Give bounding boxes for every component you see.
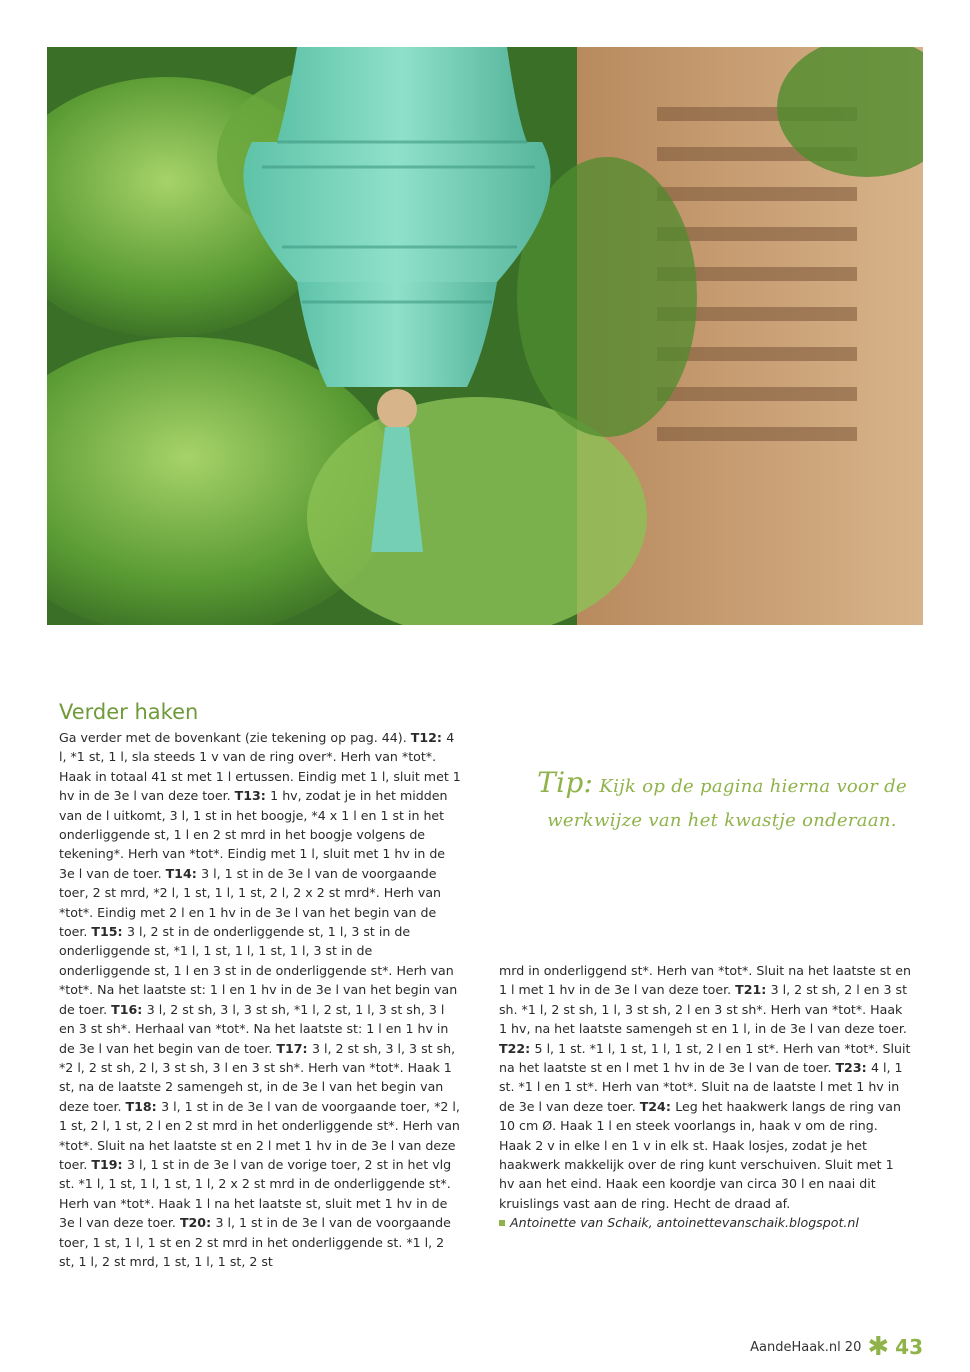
row-label: T19: bbox=[91, 1156, 127, 1172]
text-run: 3 l, 2 st in de onderliggende st, 1 l, 3 st in de onderliggende st, *1 l, 1 st, 1 l, 1 st, 1 l, 3 st in de onderliggende st, 1 l en 3 st in de onderliggende st*. Herh van *tot*. Na het laatste st: 1 l en 1 hv in de 3e l van het begin van de toer. bbox=[59, 924, 458, 1017]
row-label: T20: bbox=[179, 1215, 216, 1231]
text-run: Leg het haakwerk langs de ring van 10 cm Ø. Haak 1 l en steek voorlangs in, haak v om de ring. Haak 2 v in elke l en 1 v in elk st. Haak losjes, zodat je het haakwerk makkelijk over de ring kunt verschuiven. Sluit met 1 hv aan het eind. Haak een koordje van circa 30 l en naai dit kruislings vast aan de ring. Hecht de draad af. bbox=[499, 1098, 902, 1211]
text-run: 5 l, 1 st. *1 l, 1 st, 1 l, 1 st, 2 l en 1 st*. Herh van *tot*. Sluit na het laatste st en l met 1 hv in de 3e l van de toer. bbox=[499, 1040, 911, 1076]
asterisk-icon: ✱ bbox=[867, 1332, 890, 1362]
photo-illustration bbox=[47, 47, 923, 625]
footer-site: AandeHaak.nl 20 bbox=[750, 1339, 862, 1355]
row-label: T23: bbox=[835, 1060, 872, 1076]
text-run: 3 l, 1 st in de 3e l van de vorige toer, 2 st in het vlg st. *1 l, 1 st, 1 l, 1 st, 1 l, 2 x 2 st mrd in de onderliggende st*. Herh van *tot*. Haak 1 l na het laatste st, sluit met 1 hv in de 3e l van deze toer. bbox=[59, 1156, 452, 1231]
text-run: 3 l, 1 st in de 3e l van de voorgaande toer, *2 l, 1 st, 2 l, 1 st, 2 l en 2 st mrd in het onderliggende st*. Herh van *tot*. Sluit na het laatste st en 2 l met 1 hv in de 3e l van deze toer. bbox=[59, 1098, 460, 1172]
lantern-photo bbox=[47, 47, 923, 625]
row-label: T21: bbox=[735, 982, 771, 998]
text-run: 4 l, 1 st. *1 l en 1 st*. Herh van *tot*. Sluit na de laatste l met 1 hv in de 3e l van deze toer. bbox=[499, 1060, 903, 1114]
text-run: 4 l, *1 st, 1 l, sla steeds 1 v van de ring over*. Herh van *tot*. Haak in totaal 41 st met 1 l ertussen. Eindig met 1 l, sluit met 1 hv in de 3e l van deze toer. bbox=[59, 730, 461, 804]
page-footer bbox=[750, 1334, 923, 1360]
text-run: 3 l, 1 st in de 3e l van de voorgaande toer, 1 st, 1 l, 1 st en 2 st mrd in het onderliggende st. *1 l, 2 st, 1 l, 2 st mrd, 1 st, 1 l, 1 st, 2 st bbox=[59, 1215, 451, 1269]
row-label: T24: bbox=[639, 1098, 676, 1114]
tip-box bbox=[532, 766, 912, 838]
page-number: 43 bbox=[895, 1335, 923, 1359]
author-credit bbox=[499, 1213, 911, 1232]
row-label: T13: bbox=[234, 788, 271, 804]
right-column-text bbox=[499, 961, 911, 1233]
row-label: T15: bbox=[91, 924, 127, 940]
row-label: T12: bbox=[410, 730, 447, 745]
section-title: Verder haken bbox=[59, 700, 199, 724]
row-label: T14: bbox=[165, 865, 202, 881]
credit-text: Antoinette van Schaik, antoinettevanschaik.blogspot.nl bbox=[510, 1215, 859, 1231]
row-label: T18: bbox=[125, 1098, 162, 1114]
row-label: T17: bbox=[276, 1040, 312, 1056]
text-run: Ga verder met de bovenkant (zie tekening op pag. 44). bbox=[59, 730, 411, 745]
left-column-text bbox=[59, 728, 463, 1271]
text-run: 3 l, 1 st in de 3e l van de voorgaande toer, 2 st mrd, *2 l, 1 st, 1 l, 1 st, 2 l, 2 x 2 st mrd*. Herh van *tot*. Eindig met 2 l en 1 hv in de 3e l van het begin van de toer. bbox=[59, 865, 442, 940]
tip-text: Kijk op de pagina hierna voor de werkwijze van het kwastje onderaan. bbox=[547, 776, 907, 831]
text-run: mrd in onderliggend st*. Herh van *tot*. Sluit na het laatste st en 1 l met 1 hv in de 3e l van deze toer. bbox=[499, 963, 911, 998]
right-paragraph bbox=[499, 961, 911, 1213]
square-bullet-icon bbox=[499, 1220, 505, 1226]
text-run: 3 l, 2 st sh, 2 l en 3 st sh. *1 l, 2 st sh, 1 l, 3 st sh, 2 l en 3 st sh*. Herh van *tot*. Haak 1 hv, na het laatste samengeh st en 1 l, in de 3e l van deze toer. bbox=[499, 982, 908, 1037]
tip-label: Tip: bbox=[537, 766, 594, 799]
row-label: T22: bbox=[499, 1040, 535, 1056]
row-label: T16: bbox=[111, 1001, 147, 1017]
text-run: 3 l, 2 st sh, 3 l, 3 st sh, *2 l, 2 st sh, 2 l, 3 st sh, 3 l en 3 st sh*. Herh van *tot*. Haak 1 st, na de laatste 2 samengeh st, in de 3e l van het begin van deze toer. bbox=[59, 1040, 456, 1114]
text-run: 3 l, 2 st sh, 3 l, 3 st sh, *1 l, 2 st, 1 l, 3 st sh, 3 l en 3 st sh*. Herhaal van *tot*. Na het laatste st: 1 l en 1 hv in de 3e l van het begin van de toer. bbox=[59, 1001, 449, 1056]
text-run: 1 hv, zodat je in het midden van de l uitkomt, 3 l, 1 st in het boogje, *4 x 1 l en 1 st in het onderliggende st, 1 l en 2 st mrd in het boogje volgens de tekening*. Herh van *tot*. Eindig met 1 l, sluit met 1 hv in de 3e l van de toer. bbox=[59, 788, 448, 881]
left-paragraph bbox=[59, 728, 463, 1271]
